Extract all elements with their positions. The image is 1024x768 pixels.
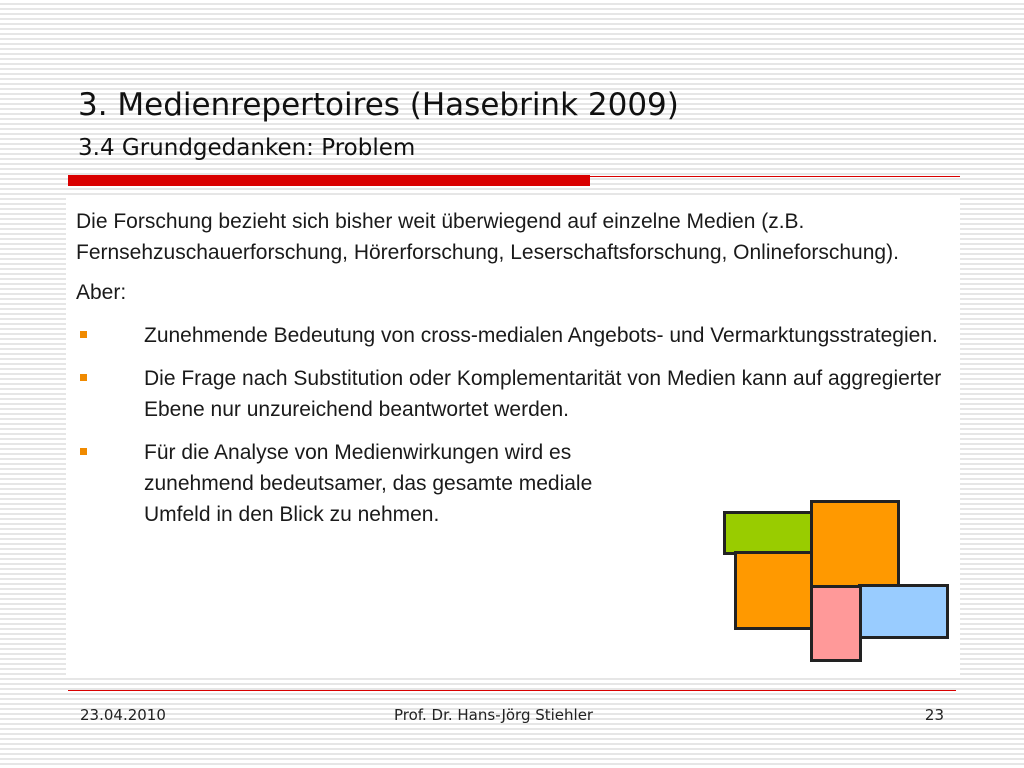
bullet-list [76, 320, 956, 530]
bullet-item [76, 437, 614, 530]
content-body [76, 206, 956, 530]
footer-divider [68, 690, 956, 691]
square-bullet-icon [80, 374, 87, 381]
slide-title: 3. Medienrepertoires (Hasebrink 2009) [78, 87, 679, 123]
footer-author: Prof. Dr. Hans-Jörg Stiehler [394, 706, 594, 724]
blue-block [858, 584, 949, 639]
slide-subtitle: 3.4 Grundgedanken: Problem [78, 135, 416, 161]
bullet-item [76, 363, 956, 425]
orange-block-top [810, 500, 900, 589]
page-number: 23 [924, 706, 944, 724]
title-divider-red [68, 175, 590, 186]
bullet-text: Zunehmende Bedeutung von cross-medialen Angebots- und Vermarktungsstrategien. [144, 324, 938, 347]
aber-label: Aber: [76, 281, 127, 304]
square-bullet-icon [80, 331, 87, 338]
bullet-text: Für die Analyse von Medienwirkungen wird es zunehmend bedeutsamer, das gesamte mediale Umfeld in den Blick zu nehmen. [144, 441, 593, 526]
pink-block [810, 585, 862, 662]
bullet-item [76, 320, 956, 351]
green-block [723, 511, 815, 555]
square-bullet-icon [80, 448, 87, 455]
intro-paragraph: Die Forschung bezieht sich bisher weit überwiegend auf einzelne Medien (z.B. Fernsehzuschauerforschung, Hörerforschung, Leserschaftsforschung, Onlineforschung). [76, 210, 899, 264]
bullet-text: Die Frage nach Substitution oder Komplementarität von Medien kann auf aggregierter Ebene nur unzureichend beantwortet werden. [144, 367, 942, 421]
title-divider-line [590, 176, 960, 177]
footer-date: 23.04.2010 [80, 706, 166, 724]
orange-block-left [734, 551, 814, 630]
